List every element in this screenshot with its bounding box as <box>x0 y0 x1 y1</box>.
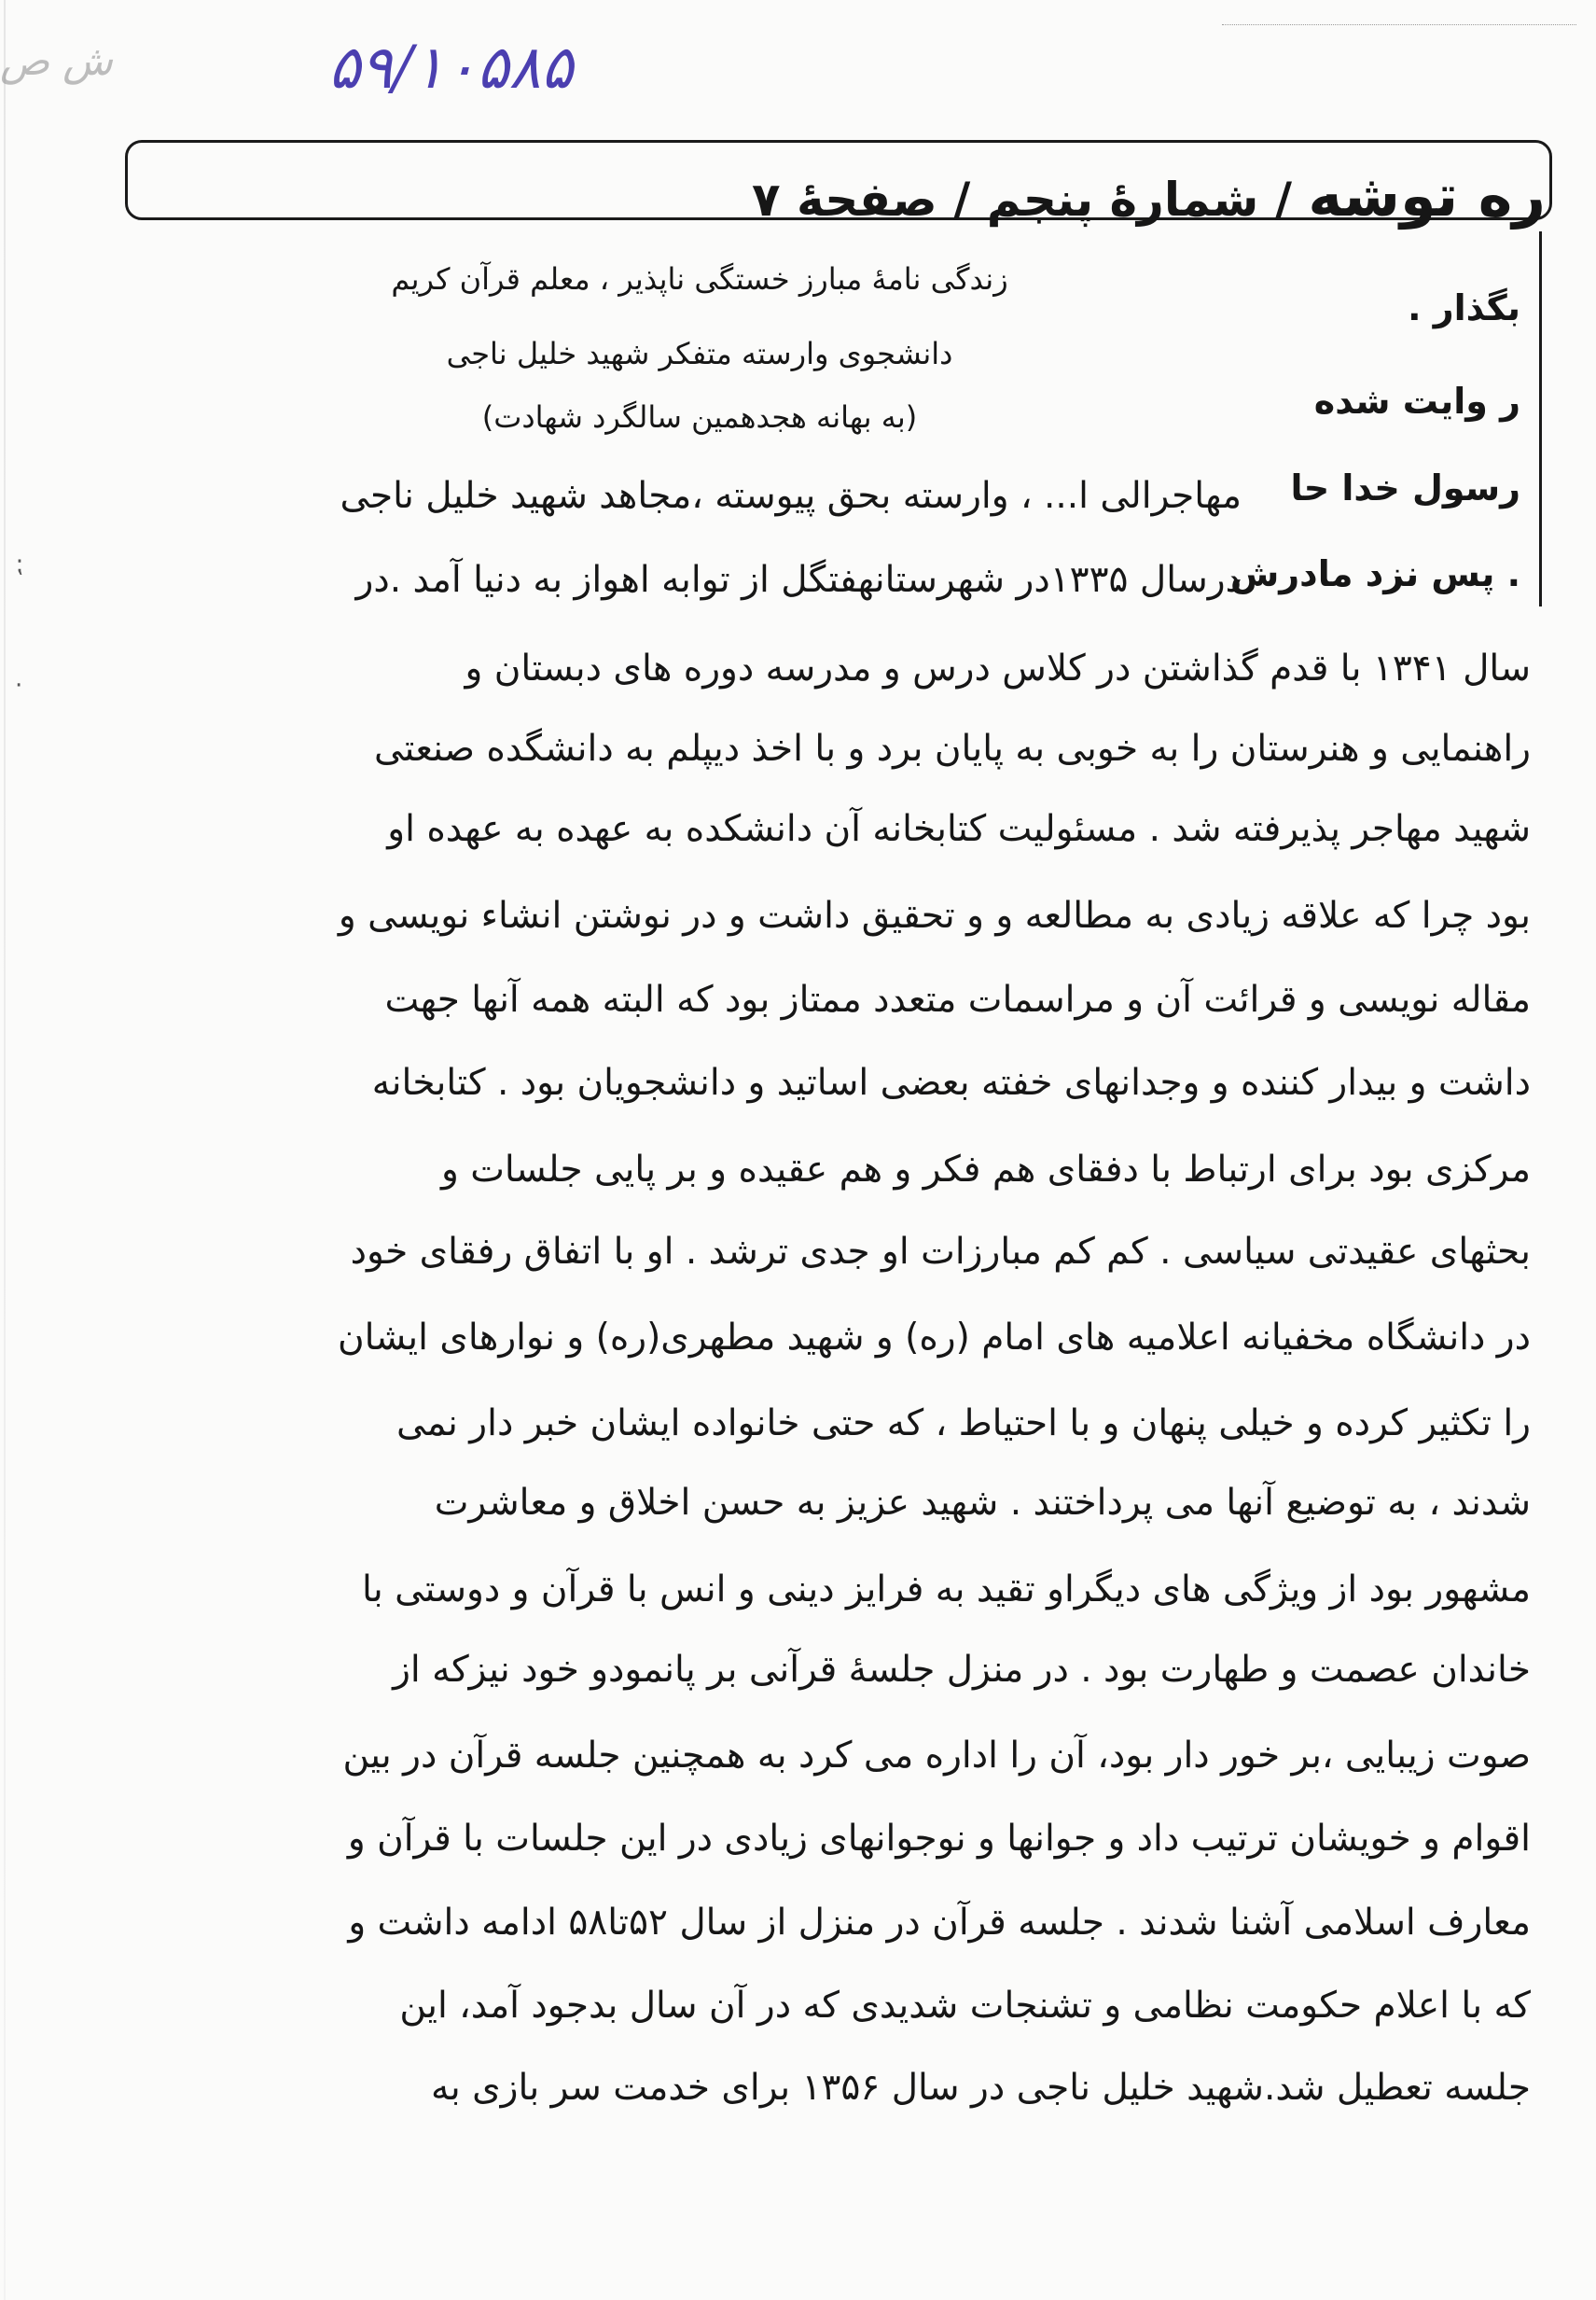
article-subtitle: (به بهانه هجدهمین سالگرد شهادت) <box>481 399 918 435</box>
body-line: شدند ، به توضیع آنها می پرداختند . شهید عزیز به حسن اخلاق و معاشرت <box>434 1482 1531 1524</box>
scan-speck: ⁏ <box>15 551 23 578</box>
body-line: راهنمایی و هنرستان را به خوبی به پایان برد و با اخذ دیپلم به دانشگده صنعتی <box>374 728 1531 770</box>
scan-edge <box>4 0 6 2300</box>
body-line: اقوام و خویشان ترتیب داد و جوانها و نوجوانهای زیادی در این جلسات با قرآن و <box>347 1818 1531 1860</box>
body-line: مشهور بود از ویژگی های دیگراو تقید به فرایز دینی و انس با قرآن و دوستی با <box>361 1568 1531 1610</box>
scan-dotted-edge <box>1222 24 1576 25</box>
side-column-line: . پس نزد مادرش <box>1229 553 1520 594</box>
scan-speck: · <box>15 672 23 700</box>
body-line: خاندان عصمت و طهارت بود . در منزل جلسهٔ قرآنی بر پانمودو خود نیزکه از <box>393 1649 1531 1691</box>
side-column <box>1231 231 1542 606</box>
issue-info: / شمارهٔ پنجم / صفحهٔ ۷ <box>752 173 1309 227</box>
body-line: درسال ۱۳۳۵در شهرستانهفتگل از توابه اهواز به دنیا آمد .در <box>355 559 1242 601</box>
body-line: شهید مهاجر پذیرفته شد . مسئولیت کتابخانه آن دانشکده به عهده به عهده او <box>387 808 1531 850</box>
body-line: را تکثیر کرده و خیلی پنهان و با احتیاط ، که حتی خانواده ایشان خبر دار نمی <box>396 1402 1531 1444</box>
body-line: که با اعلام حکومت نظامی و تشنجات شدیدی که در آن سال بدجود آمد، این <box>399 1985 1531 2027</box>
handwritten-corner-note: ش ص <box>0 37 113 85</box>
body-line: جلسه تعطیل شد.شهید خلیل ناجی در سال ۱۳۵۶ برای خدمت سر بازی به <box>430 2067 1531 2109</box>
publication-name: ره توشه <box>1308 161 1546 230</box>
body-line: مرکزی بود برای ارتباط با دفقای هم فکر و هم عقیده و بر پایی جلسات و <box>440 1149 1531 1191</box>
body-line: داشت و بیدار کننده و وجدانهای خفته بعضی اساتید و دانشجویان بود . کتابخانه <box>371 1062 1531 1104</box>
body-line: مهاجرالی ا... ، وارسته بحق پیوسته ،مجاهد شهید خلیل ناجی <box>340 475 1242 517</box>
body-line: صوت زیبایی ،بر خور دار بود، آن را اداره می کرد به همچنین جلسه قرآن در بین <box>342 1735 1531 1777</box>
body-line: معارف اسلامی آشنا شدند . جلسه قرآن در منزل از سال ۵۲تا۵۸ ادامه داشت و <box>348 1902 1531 1944</box>
article-title-line: زندگی نامهٔ مبارز خستگی ناپذیر ، معلم قرآن کریم <box>391 261 1008 297</box>
side-column-line: بگذار . <box>1408 287 1520 328</box>
body-line: بحثهای عقیدتی سیاسی . کم کم مبارزات او جدی ترشد . او با اتفاق رفقای خود <box>350 1231 1531 1273</box>
body-line: بود چرا که علاقه زیادی به مطالعه و و تحقیق داشت و در نوشتن انشاء نویسی و <box>338 895 1531 937</box>
page-header <box>752 161 1546 230</box>
body-line: در دانشگاه مخفیانه اعلامیه های امام (ره) و شهید مطهری(ره) و نوارهای ایشان <box>337 1317 1531 1359</box>
side-column-line: ر وایت شده <box>1313 381 1520 422</box>
handwritten-reference-number: ۵۹/۱۰۵۸۵ <box>328 34 574 103</box>
side-column-line: رسول خدا حا <box>1290 467 1520 509</box>
article-title-line: دانشجوی وارسته متفکر شهید خلیل ناجی <box>446 336 953 371</box>
body-line: سال ۱۳۴۱ با قدم گذاشتن در کلاس درس و مدرسه دوره های دبستان و <box>465 648 1531 690</box>
body-line: مقاله نویسی و قرائت آن و مراسمات متعدد ممتاز بود که البته همه آنها جهت <box>384 979 1531 1021</box>
